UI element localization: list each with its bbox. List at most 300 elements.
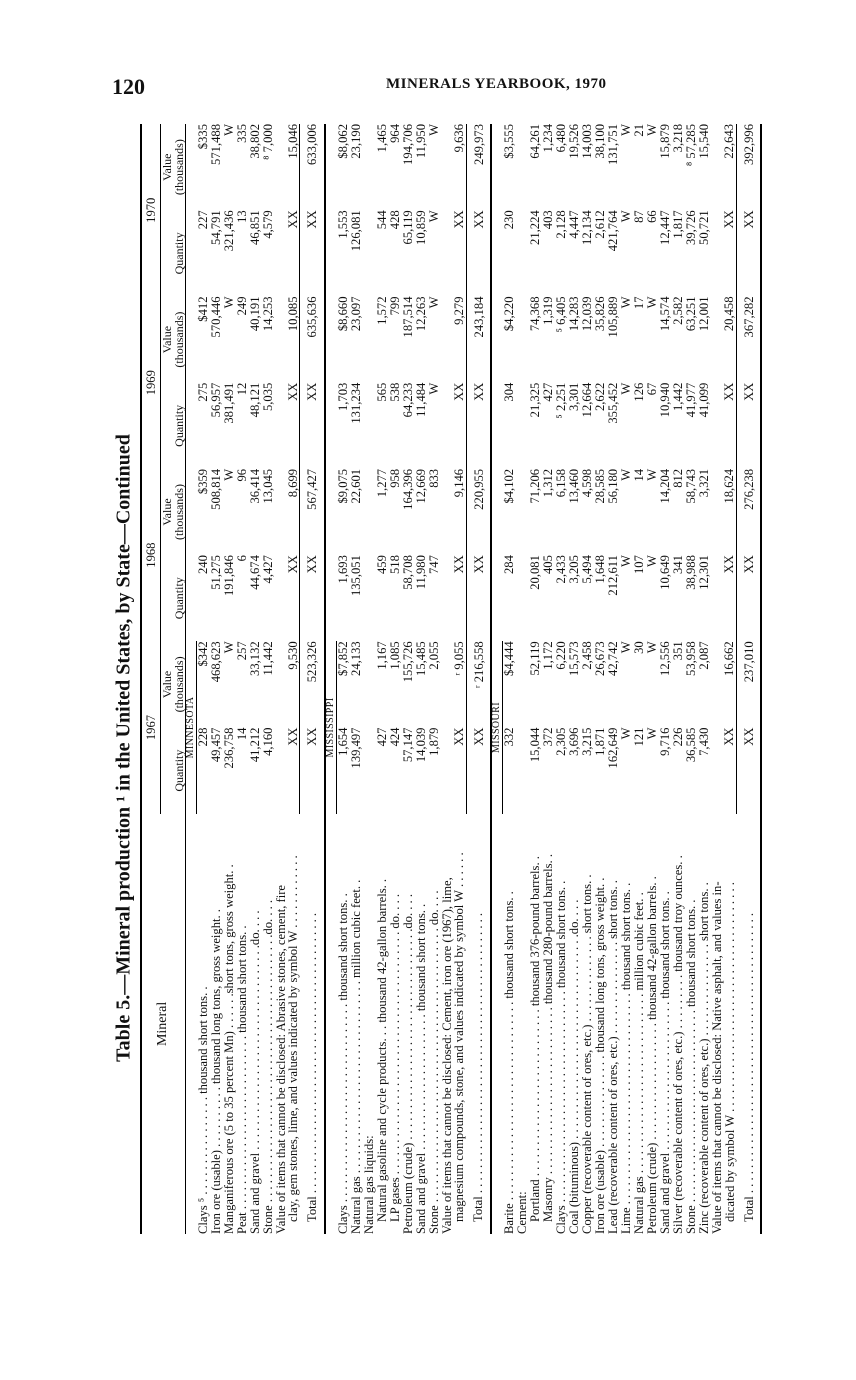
value-cell: 6,158 xyxy=(554,468,569,498)
value-cell: $359 xyxy=(195,468,210,495)
table-row xyxy=(275,124,300,1234)
quantity-cell: W xyxy=(427,382,442,395)
table-row xyxy=(402,124,415,1234)
value-cell: 13,460 xyxy=(567,468,582,504)
quantity-cell: 58,708 xyxy=(401,555,416,590)
value-cell: 12,263 xyxy=(414,296,429,332)
quantity-cell: 321,436 xyxy=(221,210,236,252)
table-row xyxy=(568,124,581,1234)
value-cell: 164,396 xyxy=(401,468,416,510)
quantity-header xyxy=(160,728,185,814)
quantity-cell: XX xyxy=(451,555,466,574)
quantity-cell: 131,234 xyxy=(349,382,364,424)
quantity-cell: 1,654 xyxy=(336,727,351,756)
mineral-name xyxy=(336,814,350,1234)
quantity-cell: 424 xyxy=(388,727,403,747)
value-cell: 3,321 xyxy=(697,468,712,498)
value-cell: 52,119 xyxy=(528,641,543,676)
mineral-name xyxy=(607,814,620,1234)
table-row xyxy=(516,124,529,1234)
mineral-name-text: Petroleum (crude) . . . . . . . . . . . . . . . . . . . . . . . . . . . . . . . . . .do. . . . xyxy=(401,894,416,1234)
total-quantity-cell: XX xyxy=(736,383,761,469)
total-row xyxy=(736,124,761,1234)
mineral-name-text: Barite . . . . . . . . . . . . . . . . . . . . . . . . . . . . . . . . thousand short tons. . xyxy=(502,891,517,1234)
value-cell: 257 xyxy=(234,641,249,661)
value-cell: 14,253 xyxy=(260,296,275,332)
quantity-cell: W xyxy=(619,382,634,395)
quantity-cell: 1,703 xyxy=(335,382,350,412)
value-cell: W xyxy=(221,641,236,654)
quantity-cell: 13 xyxy=(234,210,249,223)
quantity-cell: 381,491 xyxy=(221,382,236,424)
value-cell: 24,133 xyxy=(349,641,364,676)
mineral-name-text: Zinc (recoverable content of ores, etc.) . . . . . . . . . . . . . . . short tons. . xyxy=(697,882,712,1234)
value-cell: 1,572 xyxy=(375,296,390,325)
quantity-cell xyxy=(516,555,529,641)
quantity-cell: 4,447 xyxy=(567,210,582,239)
mineral-name xyxy=(646,814,659,1234)
quantity-cell: 747 xyxy=(427,555,442,574)
table-row xyxy=(542,124,555,1234)
quantity-cell: 11,980 xyxy=(414,555,429,590)
value-cell: 15,879 xyxy=(658,124,673,159)
quantity-cell: 48,121 xyxy=(247,382,262,418)
value-cell: 71,206 xyxy=(528,468,543,504)
quantity-cell: 459 xyxy=(375,555,390,574)
quantity-cell xyxy=(516,728,529,814)
quantity-cell: 41,977 xyxy=(684,382,699,418)
value-cell: 9,146 xyxy=(451,468,466,498)
mineral-name xyxy=(363,814,376,1234)
value-cell: 833 xyxy=(427,468,442,488)
total-row xyxy=(300,124,325,1234)
table-row xyxy=(389,124,402,1234)
value-cell: 28,585 xyxy=(593,468,608,504)
mineral-name xyxy=(223,814,236,1234)
mineral-name-continuation: clay, gem stones, lime, and values indicated by symbol W . . . . . . . . . . . . xyxy=(286,855,301,1222)
value-cell: 1,277 xyxy=(375,468,390,498)
mineral-name xyxy=(350,814,363,1234)
value-cell: 19,526 xyxy=(567,124,582,159)
quantity-cell: 1,817 xyxy=(671,210,686,239)
quantity-cell: 126 xyxy=(632,382,647,402)
value-cell: 15,540 xyxy=(697,124,712,159)
value-cell: 799 xyxy=(388,296,403,316)
total-label: Total . . . . . . . . . . . . . . . . . . . . . . . . . . . . . . . . . . . . . . . . . . . . . xyxy=(736,814,761,1234)
value-cell: 35,826 xyxy=(593,296,608,332)
quantity-cell: 107 xyxy=(632,555,647,574)
value-cell: 2,087 xyxy=(697,641,712,670)
quantity-header xyxy=(160,555,185,641)
value-cell: 15,046 xyxy=(285,124,300,159)
table-row xyxy=(210,124,223,1234)
mineral-name xyxy=(685,814,698,1234)
table-body xyxy=(185,124,761,1234)
quantity-cell: 139,497 xyxy=(349,727,364,769)
mineral-name xyxy=(389,814,402,1234)
quantity-cell: 1,648 xyxy=(593,555,608,584)
value-cell: W xyxy=(619,468,634,481)
table-row xyxy=(659,124,672,1234)
quantity-cell: 230 xyxy=(502,210,517,230)
value-cell: 12,669 xyxy=(414,468,429,504)
mineral-name xyxy=(516,814,529,1234)
quantity-cell: 284 xyxy=(502,555,517,574)
quantity-cell xyxy=(516,210,529,296)
value-cell: W xyxy=(221,124,236,136)
value-cell: 335 xyxy=(234,124,249,143)
value-cell: 958 xyxy=(388,468,403,488)
quantity-header xyxy=(160,210,185,296)
quantity-cell: XX xyxy=(451,727,466,746)
quantity-cell: 1,442 xyxy=(671,382,686,412)
value-header xyxy=(160,124,185,210)
value-cell: 56,180 xyxy=(606,468,621,504)
mineral-name-text: Petroleum (crude) . . . . . . . . . . . . . . . . . . . thousand 42-gallon barrels. . xyxy=(645,876,660,1234)
value-cell: $9,075 xyxy=(335,468,350,504)
value-cell: 23,097 xyxy=(349,296,364,332)
value-label: Value xyxy=(159,498,174,526)
value-label: Value xyxy=(159,670,174,699)
quantity-cell: 9,716 xyxy=(658,727,673,756)
value-cell: 18,624 xyxy=(722,468,737,504)
value-unit: (thousands) xyxy=(171,484,186,541)
value-cell: $4,102 xyxy=(502,468,517,504)
quantity-cell: XX xyxy=(285,382,300,401)
value-cell: W xyxy=(427,296,442,309)
table-row xyxy=(620,124,633,1234)
mineral-name xyxy=(711,814,736,1234)
quantity-cell: 212,611 xyxy=(606,555,621,596)
quantity-cell: 66 xyxy=(645,210,660,223)
value-cell: 14,574 xyxy=(658,296,673,332)
mineral-name xyxy=(568,814,581,1234)
table-row xyxy=(249,124,262,1234)
total-quantity-cell: XX xyxy=(466,555,491,641)
quantity-cell: W xyxy=(427,210,442,223)
value-cell: 1,319 xyxy=(541,296,556,325)
value-cell: 1,465 xyxy=(375,124,390,153)
quantity-cell: 41,212 xyxy=(247,727,262,763)
quantity-cell: 518 xyxy=(388,555,403,574)
total-value-cell: 367,282 xyxy=(736,297,761,383)
value-cell: $342 xyxy=(195,641,210,667)
value-cell xyxy=(516,297,529,383)
quantity-cell: 21,224 xyxy=(528,210,543,245)
table-row xyxy=(236,124,249,1234)
value-cell: 36,414 xyxy=(247,468,262,504)
quantity-cell: 21,325 xyxy=(528,382,543,418)
quantity-cell: 20,081 xyxy=(528,555,543,590)
running-head: MINERALS YEARBOOK, 1970 xyxy=(386,76,607,92)
total-value-cell: 249,973 xyxy=(466,124,491,210)
value-cell xyxy=(516,641,529,727)
mineral-name-text: Silver (recoverable content of ores, etc.) . . . . . . . . . thousand troy ounces. . xyxy=(671,855,686,1234)
rotated-table-region xyxy=(140,124,800,1234)
quantity-cell: 10,649 xyxy=(658,555,673,590)
value-header xyxy=(160,641,185,727)
mineral-name-text: Natural gas . . . . . . . . . . . . . . . . . . . . . . . . . . . . . million cubic feet. . xyxy=(632,892,647,1234)
value-cell: $3,555 xyxy=(502,124,517,159)
value-cell: 508,814 xyxy=(208,468,223,510)
mineral-name xyxy=(402,814,415,1234)
value-cell: $8,062 xyxy=(335,124,350,159)
quantity-label: Quantity xyxy=(171,404,186,447)
value-label: Value xyxy=(159,153,174,181)
table-row xyxy=(555,124,568,1234)
value-cell: W xyxy=(645,296,660,309)
value-cell: 17 xyxy=(632,296,647,310)
value-cell: 58,743 xyxy=(684,468,699,504)
value-header xyxy=(160,469,185,555)
quantity-cell: XX xyxy=(451,210,466,229)
mineral-name-text: Lead (recoverable content of ores, etc.) . . . . . . . . . . . . . . . short tons. . xyxy=(606,880,621,1234)
value-cell: 4,598 xyxy=(580,468,595,498)
quantity-cell: 65,119 xyxy=(401,210,416,245)
mineral-name xyxy=(529,814,542,1234)
table-row xyxy=(633,124,646,1234)
page-number: 120 xyxy=(112,74,145,99)
quantity-cell: XX xyxy=(285,210,300,229)
value-cell: 11,950 xyxy=(414,124,429,159)
value-cell: 14,283 xyxy=(567,296,582,332)
value-cell xyxy=(363,469,376,555)
total-value-cell: 237,010 xyxy=(736,641,761,727)
quantity-cell: W xyxy=(645,727,660,740)
value-cell: ⁵ 6,405 xyxy=(554,296,569,333)
value-cell: 53,958 xyxy=(684,641,699,676)
quantity-cell: 6 xyxy=(234,555,249,562)
quantity-cell: 2,622 xyxy=(593,382,608,412)
value-cell: W xyxy=(427,124,442,136)
value-cell: 15,485 xyxy=(414,641,429,676)
year-header: 1968 xyxy=(141,469,160,641)
value-cell: 96 xyxy=(234,468,249,482)
value-cell: 6,480 xyxy=(554,124,569,153)
value-cell: 64,261 xyxy=(528,124,543,159)
year-header: 1967 xyxy=(141,641,160,813)
quantity-cell: 4,579 xyxy=(260,210,275,239)
year-header: 1969 xyxy=(141,297,160,469)
quantity-cell: 5,035 xyxy=(260,382,275,412)
quantity-cell: 57,147 xyxy=(401,727,416,763)
table-row xyxy=(607,124,620,1234)
quantity-cell: 3,205 xyxy=(567,555,582,584)
value-unit: (thousands) xyxy=(171,311,186,368)
table-row xyxy=(336,124,350,1234)
quantity-cell: 428 xyxy=(388,210,403,230)
quantity-cell: 4,160 xyxy=(260,727,275,756)
value-cell: W xyxy=(645,124,660,136)
quantity-cell: 126,081 xyxy=(349,210,364,252)
table-row xyxy=(685,124,698,1234)
total-value-cell: 633,006 xyxy=(300,124,325,210)
rotated-table-container xyxy=(140,124,800,1234)
quantity-cell: XX xyxy=(722,555,737,574)
table-caption: Table 5.—Mineral production ¹ in the United States, by State—Continued xyxy=(112,434,135,1062)
quantity-cell: 162,649 xyxy=(606,727,621,769)
value-cell: 14 xyxy=(632,468,647,482)
mineral-name-text: Value of items that cannot be disclosed: Cement, iron ore (1967), lime, xyxy=(439,877,454,1234)
total-value-cell: 567,427 xyxy=(300,469,325,555)
quantity-cell: 121 xyxy=(632,727,647,747)
value-cell: 155,726 xyxy=(401,641,416,683)
mineral-name-text: Lime . . . . . . . . . . . . . . . . . . . . . . . . . . . . . . . . . . thousand short tons. . xyxy=(619,882,634,1234)
value-cell: 468,623 xyxy=(208,641,223,683)
value-cell: 571,488 xyxy=(208,124,223,165)
total-quantity-cell: XX xyxy=(300,383,325,469)
mineral-name xyxy=(542,814,555,1234)
mineral-name xyxy=(581,814,594,1234)
quantity-cell: 14,039 xyxy=(414,727,429,763)
quantity-cell: W xyxy=(619,210,634,223)
value-header xyxy=(160,297,185,383)
mineral-name xyxy=(376,814,389,1234)
mineral-name-text: Masonry . . . . . . . . . . . . . . . . . . . . . . . . . . . thousand 280-pound barrels. . xyxy=(541,854,556,1222)
quantity-cell: 341 xyxy=(671,555,686,574)
quantity-label: Quantity xyxy=(171,749,186,792)
mineral-name-text: Clays ⁵ . . . . . . . . . . . . . . . . thousand short tons. . xyxy=(195,986,210,1234)
value-cell: 1,234 xyxy=(541,124,556,153)
total-quantity-cell: XX xyxy=(466,210,491,296)
quantity-cell: 44,674 xyxy=(247,555,262,590)
value-cell: 22,601 xyxy=(349,468,364,504)
value-cell: 187,514 xyxy=(401,296,416,338)
value-cell: W xyxy=(221,296,236,309)
quantity-cell: XX xyxy=(285,727,300,746)
quantity-cell: 2,433 xyxy=(554,555,569,584)
mineral-name xyxy=(210,814,223,1234)
state-heading-row xyxy=(185,124,196,1234)
mineral-name-text: Value of items that cannot be disclosed: Abrasive stones, cement, fire xyxy=(273,884,288,1234)
quantity-cell: 5,494 xyxy=(580,555,595,584)
quantity-cell: 228 xyxy=(195,727,210,747)
quantity-cell: XX xyxy=(722,382,737,401)
quantity-cell: 544 xyxy=(375,210,390,230)
quantity-cell xyxy=(363,383,376,469)
quantity-cell: 41,099 xyxy=(697,382,712,418)
quantity-cell: W xyxy=(645,555,660,567)
value-cell: $4,220 xyxy=(502,296,517,332)
value-cell: 9,279 xyxy=(451,296,466,325)
quantity-cell: 355,452 xyxy=(606,382,621,424)
value-cell: W xyxy=(619,296,634,309)
quantity-cell xyxy=(363,728,376,814)
year-header: 1970 xyxy=(141,124,160,297)
mineral-name-text: Portland . . . . . . . . . . . . . . . . . . . . . . . . . . . thousand 376-pound barrels. . xyxy=(528,856,543,1222)
table-row xyxy=(711,124,736,1234)
quantity-header xyxy=(160,383,185,469)
total-value-cell: 243,184 xyxy=(466,297,491,383)
mineral-name-text: LP gases . . . . . . . . . . . . . . . . . . . . . . . . . . . . . . . . . . . . . . . do. . . . xyxy=(388,893,403,1222)
value-cell: $4,444 xyxy=(502,641,517,676)
quantity-cell: 15,044 xyxy=(528,727,543,763)
total-row xyxy=(466,124,491,1234)
value-cell: 16,662 xyxy=(722,641,737,676)
mineral-name-text: Natural gas . . . . . . . . . . . . . . . . . . . . . . . . . . . . . . . million cubic feet. . xyxy=(349,879,364,1234)
value-cell: 10,085 xyxy=(285,296,300,332)
mineral-name xyxy=(672,814,685,1234)
total-value-cell: 276,238 xyxy=(736,469,761,555)
quantity-cell: 427 xyxy=(375,727,390,747)
quantity-label: Quantity xyxy=(171,232,186,275)
value-cell: 131,751 xyxy=(606,124,621,165)
mineral-name-text: Clays . . . . . . . . . . . . . . . . . . . . . . . . . . . . . . . . . . thousand short tons. . xyxy=(554,880,569,1234)
mineral-name-text: Iron ore (usable) . . . . . . . . . . thousand long tons, gross weight. . xyxy=(208,909,223,1234)
quantity-cell: XX xyxy=(722,727,737,746)
table-row xyxy=(646,124,659,1234)
table-row xyxy=(223,124,236,1234)
quantity-cell: 14 xyxy=(234,727,249,741)
table-row xyxy=(196,124,210,1234)
state-heading: MINNESOTA xyxy=(185,641,196,813)
quantity-cell: 50,721 xyxy=(697,210,712,245)
value-cell: 74,368 xyxy=(528,296,543,332)
quantity-cell: 1,871 xyxy=(593,727,608,756)
quantity-cell xyxy=(516,383,529,469)
value-cell: 26,673 xyxy=(593,641,608,676)
value-cell: 23,190 xyxy=(349,124,364,159)
table-row xyxy=(581,124,594,1234)
mineral-name-text: Sand and gravel . . . . . . . . . . . . . . . . . . . . . . thousand short tons. . xyxy=(414,903,429,1234)
quantity-cell: XX xyxy=(722,210,737,229)
quantity-cell: 87 xyxy=(632,210,647,223)
mineral-name xyxy=(249,814,262,1234)
mineral-name-text: Copper (recoverable content of ores, etc.) . . . . . . . . . . . . . . short tons. . xyxy=(580,874,595,1234)
value-cell: 13,045 xyxy=(260,468,275,504)
value-cell: W xyxy=(645,468,660,481)
quantity-cell: XX xyxy=(451,382,466,401)
value-cell: 40,191 xyxy=(247,296,262,332)
value-cell: 8,699 xyxy=(285,468,300,498)
value-cell: 15,573 xyxy=(567,641,582,676)
quantity-cell: 2,612 xyxy=(593,210,608,239)
value-cell: 570,446 xyxy=(208,296,223,338)
value-cell: ⁸ 7,000 xyxy=(260,124,275,160)
value-cell: 1,085 xyxy=(388,641,403,670)
total-value-cell: 635,636 xyxy=(300,297,325,383)
value-cell: $335 xyxy=(195,124,210,150)
quantity-cell: 46,851 xyxy=(247,210,262,245)
mineral-name xyxy=(620,814,633,1234)
value-cell: 30 xyxy=(632,641,647,654)
quantity-cell: 427 xyxy=(541,382,556,402)
total-quantity-cell: XX xyxy=(466,383,491,469)
quantity-cell: 565 xyxy=(375,382,390,402)
value-cell: 42,742 xyxy=(606,641,621,676)
value-unit: (thousands) xyxy=(171,656,186,713)
state-heading-row xyxy=(325,124,337,1234)
quantity-cell: XX xyxy=(285,555,300,574)
quantity-cell: 7,430 xyxy=(697,727,712,756)
value-cell xyxy=(516,469,529,555)
quantity-cell: 54,791 xyxy=(208,210,223,245)
value-cell: 194,706 xyxy=(401,124,416,165)
value-cell xyxy=(363,641,376,727)
mineral-production-table xyxy=(140,124,762,1234)
quantity-cell: 12,134 xyxy=(580,210,595,245)
value-cell: 1,312 xyxy=(541,468,556,498)
quantity-cell xyxy=(363,210,376,296)
quantity-cell: 3,215 xyxy=(580,727,595,756)
value-cell: 14,003 xyxy=(580,124,595,159)
quantity-cell: 1,553 xyxy=(335,210,350,239)
quantity-cell xyxy=(363,555,376,641)
table-row xyxy=(503,124,517,1234)
total-value-cell: 220,955 xyxy=(466,469,491,555)
quantity-cell: 64,233 xyxy=(401,382,416,418)
mineral-name-text: Cement: xyxy=(515,1191,530,1234)
